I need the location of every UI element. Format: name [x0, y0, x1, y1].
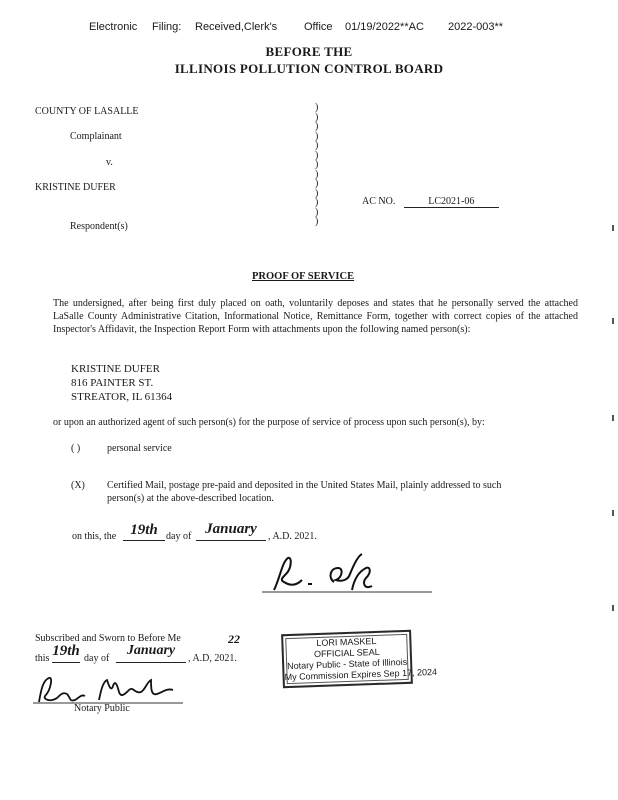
seal-name: LORI MASKEL — [316, 635, 377, 649]
personal-service-label: personal service — [107, 443, 172, 454]
service-statement-paragraph: The undersigned, after being first duly placed on oath, voluntarily deposes and states that he personally served the attached LaSalle County Administrative Citation, Informational Notice, Remittance Form, together with correct copies of the attached Inspector's Affidavit, the Inspection Report Form with attachments upon the following named person(s): — [53, 298, 578, 335]
notary-this-label: this — [35, 653, 50, 664]
service-date-prefix: on this, the — [72, 531, 117, 542]
certified-mail-checkbox: (X) — [71, 480, 85, 491]
respondent-label: Respondent(s) — [70, 221, 128, 232]
sworn-line: Subscribed and Sworn to Before Me — [35, 633, 181, 644]
title-line2: ILLINOIS POLLUTION CONTROL BOARD — [174, 61, 444, 76]
respondent-name: KRISTINE DUFER — [35, 182, 116, 193]
margin-mark — [612, 318, 614, 324]
personal-service-checkbox: ( ) — [71, 443, 81, 454]
official-seal-stamp — [281, 630, 438, 689]
complainant-label: Complainant — [70, 131, 122, 142]
notary-ad-label: , A.D, 2021. — [188, 653, 237, 664]
notary-public-label: Notary Public — [74, 703, 130, 714]
filing-header-date: 01/19/2022**AC — [345, 21, 424, 33]
service-date-day-of: day of — [166, 531, 192, 542]
title-line1: BEFORE THE — [265, 44, 353, 59]
service-date-suffix: , A.D. 2021. — [268, 531, 317, 542]
notary-day-of: day of — [84, 653, 110, 664]
filing-header-docket: 2022-003** — [448, 21, 504, 33]
filing-header-filing: Filing: — [152, 21, 182, 33]
filing-header-received: Received,Clerk's — [195, 21, 278, 33]
margin-mark — [612, 605, 614, 611]
service-date-month: January — [196, 521, 266, 541]
complainant-name: COUNTY OF LASALLE — [35, 106, 139, 117]
address-line-1: KRISTINE DUFER — [71, 363, 160, 375]
seal-label: OFFICIAL SEAL — [313, 646, 380, 660]
notary-day: 19th — [52, 643, 80, 663]
service-date-day: 19th — [123, 522, 165, 541]
certified-mail-line-2: person(s) at the above-described location. — [107, 493, 274, 504]
server-signature — [262, 550, 432, 600]
filing-header-electronic: Electronic — [89, 21, 138, 33]
ac-number: LC2021-06 — [404, 196, 499, 208]
versus-label: v. — [106, 157, 113, 168]
address-line-2: 816 PAINTER ST. — [71, 377, 154, 389]
certified-mail-line-1: Certified Mail, postage pre-paid and deposited in the United States Mail, plainly addressed to such — [107, 480, 502, 491]
margin-mark — [612, 510, 614, 516]
authorized-agent-line: or upon an authorized agent of such person(s) for the purpose of service of process upon such person(s), by: — [53, 417, 485, 428]
seal-state: Notary Public - State of Illinois — [287, 656, 408, 672]
seal-expiration: My Commission Expires Sep 17, 2024 — [284, 666, 438, 683]
ac-number-field — [362, 196, 499, 208]
address-line-3: STREATOR, IL 61364 — [71, 391, 173, 403]
margin-mark — [612, 415, 614, 421]
filing-header-office: Office — [304, 21, 333, 33]
ac-label: AC NO. — [362, 196, 396, 207]
proof-of-service-heading: PROOF OF SERVICE — [252, 271, 355, 282]
margin-mark — [612, 225, 614, 231]
notary-month: January — [116, 643, 186, 663]
notary-year-correction: 22 — [228, 632, 240, 646]
caption-parentheses: ) ) ) ) ) ) ) ) ) ) ) ) ) — [315, 102, 319, 227]
